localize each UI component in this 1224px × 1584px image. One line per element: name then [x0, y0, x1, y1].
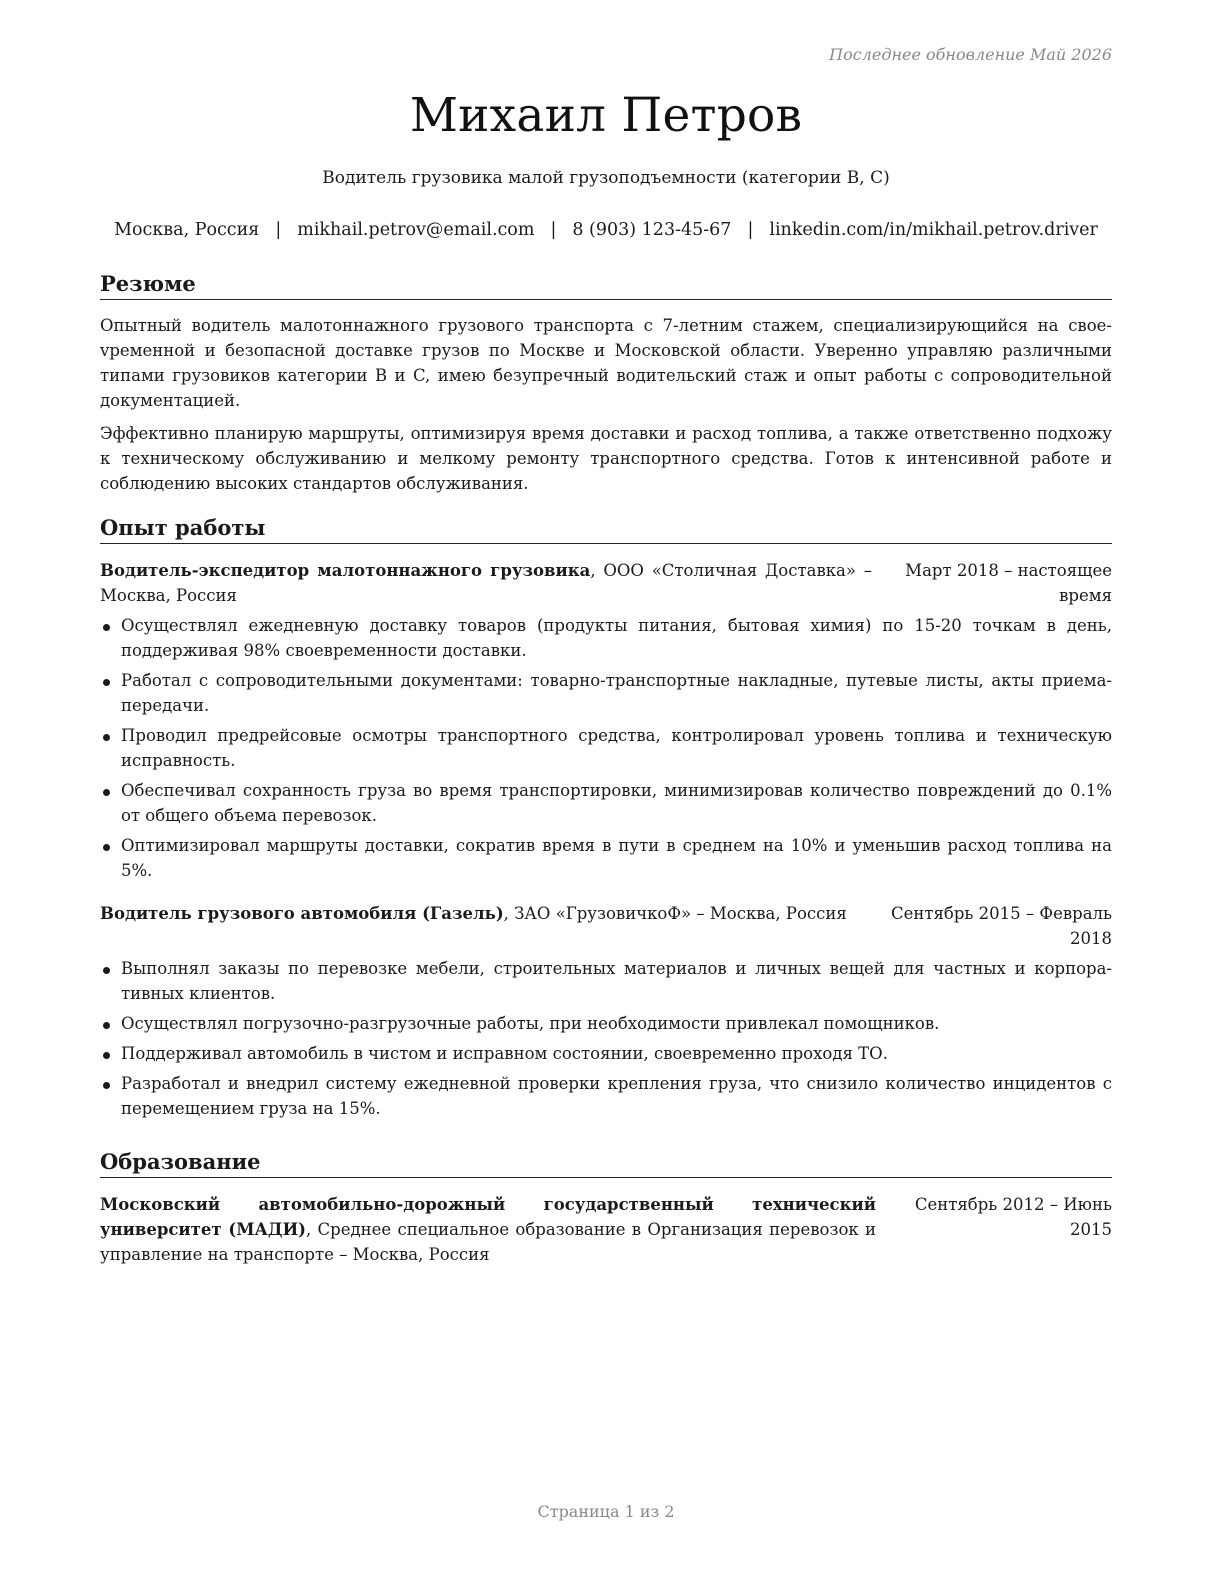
list-item	[100, 1011, 1112, 1036]
job-dates: Март 2018 – настоящее время	[905, 561, 1112, 605]
education-line	[100, 1192, 880, 1267]
job-header	[100, 901, 1112, 951]
job-title-line	[100, 558, 872, 608]
bullet-text: Поддерживал автомобиль в чистом и исправном состоянии, своевременно проходя ТО.	[121, 1044, 888, 1063]
job-bullets	[100, 613, 1112, 883]
education-section	[100, 1148, 1112, 1267]
education-dates: Сентябрь 2012 – Июнь 2015	[914, 1195, 1112, 1239]
bullet-icon	[103, 679, 110, 686]
bullet-icon	[103, 1022, 110, 1029]
education-details: , Среднее специальное образование в Организация перевозок и управление на транспорте – Москва, Россия	[100, 1220, 876, 1264]
bullet-icon	[103, 967, 110, 974]
list-item	[100, 1041, 1112, 1066]
job-entry	[100, 558, 1112, 883]
bullet-text: Осуществлял погрузочно-разгрузочные работы, при необходимости привлекал помощников.	[121, 1014, 940, 1033]
bullet-icon	[103, 1082, 110, 1089]
job-position: Водитель грузового автомобиля (Газель)	[100, 904, 504, 923]
section-title-summary: Резюме	[100, 270, 1112, 300]
list-item	[100, 956, 1112, 1006]
summary-paragraph: Опытный водитель малотоннажного грузового транспорта с 7-летним стажем, специализирующийся на своеvременной и безопасной доставке грузов по Москве и Московской области. Уверенно управляю различными типами грузовиков категории B и C, имею безупречный водительский стаж и опыт работы с сопроводительной документацией.	[100, 316, 1112, 410]
last-updated: Последнее обновление Май 2026	[829, 45, 1112, 64]
candidate-name: Михаил Петров	[409, 88, 803, 143]
job-entry	[100, 901, 1112, 1121]
contact-line	[80, 220, 1132, 240]
contact-phone[interactable]: 8 (903) 123-45-67	[572, 220, 732, 240]
job-company: , ООО «Столичная Доставка» – Москва, Россия	[100, 561, 872, 605]
contact-email[interactable]: mikhail.petrov@email.com	[297, 220, 535, 240]
job-dates: Сентябрь 2015 – Февраль 2018	[891, 904, 1112, 948]
bullet-text: Выполнял заказы по перевозке мебели, строительных материалов и личных вещей для частных и корпоративных клиентов.	[121, 959, 1112, 1003]
bullet-text: Осуществлял ежедневную доставку товаров (продукты питания, бытовая химия) по 15-20 точкам в день, поддерживая 98% своевременности доставки.	[121, 616, 1112, 660]
contact-separator: |	[275, 220, 282, 240]
bullet-icon	[103, 789, 110, 796]
job-position: Водитель-экспедитор малотоннажного грузовика	[100, 561, 591, 580]
job-headline: Водитель грузовика малой грузоподъемности (категории B, C)	[322, 168, 890, 188]
page-number: Страница 1 из 2	[537, 1502, 675, 1521]
contact-separator: |	[747, 220, 754, 240]
bullet-text: Разработал и внедрил систему ежедневной проверки крепления груза, что снизило количество инцидентов с перемещением груза на 15%.	[121, 1074, 1112, 1118]
list-item	[100, 723, 1112, 773]
job-header	[100, 558, 1112, 608]
job-company: , ЗАО «ГрузовичкоФ» – Москва, Россия	[503, 904, 847, 923]
contact-linkedin[interactable]: linkedin.com/in/mikhail.petrov.driver	[769, 220, 1098, 240]
job-bullets	[100, 956, 1112, 1121]
list-item	[100, 1071, 1112, 1121]
bullet-text: Проводил предрейсовые осмотры транспортного средства, контролировал уровень топлива и техническую исправность.	[121, 726, 1112, 770]
experience-section	[100, 514, 1112, 1126]
bullet-text: Оптимизировал маршруты доставки, сократив время в пути в среднем на 10% и уменьшив расход топлива на 5%.	[121, 836, 1112, 880]
summary-section	[100, 270, 1112, 496]
bullet-icon	[103, 624, 110, 631]
contact-separator: |	[550, 220, 557, 240]
education-institution: Московский автомобильно-дорожный государственный технический университет (МАДИ)	[100, 1195, 876, 1239]
bullet-icon	[103, 844, 110, 851]
bullet-icon	[103, 1052, 110, 1059]
list-item	[100, 778, 1112, 828]
bullet-icon	[103, 734, 110, 741]
list-item	[100, 833, 1112, 883]
list-item	[100, 613, 1112, 663]
section-title-education: Образование	[100, 1148, 1112, 1178]
contact-location: Москва, Россия	[114, 220, 260, 240]
summary-paragraph: Эффективно планирую маршруты, оптимизируя время доставки и расход топлива, а также ответственно подхожу к техническому обслуживанию и мелкому ремонту транспортного средства. Готов к интенсивной работе и соблюдению высоких стандартов обслуживания.	[100, 424, 1112, 493]
list-item	[100, 668, 1112, 718]
bullet-text: Обеспечивал сохранность груза во время транспортировки, минимизировав количество повреждений до 0.1% от общего объема перевозок.	[121, 781, 1112, 825]
job-title-line	[100, 901, 872, 926]
resume-page	[100, 0, 1112, 1584]
section-title-experience: Опыт работы	[100, 514, 1112, 544]
education-entry	[100, 1192, 1112, 1267]
bullet-text: Работал с сопроводительными документами: товарно-транспортные накладные, путевые листы, акты приема-передачи.	[121, 671, 1112, 715]
